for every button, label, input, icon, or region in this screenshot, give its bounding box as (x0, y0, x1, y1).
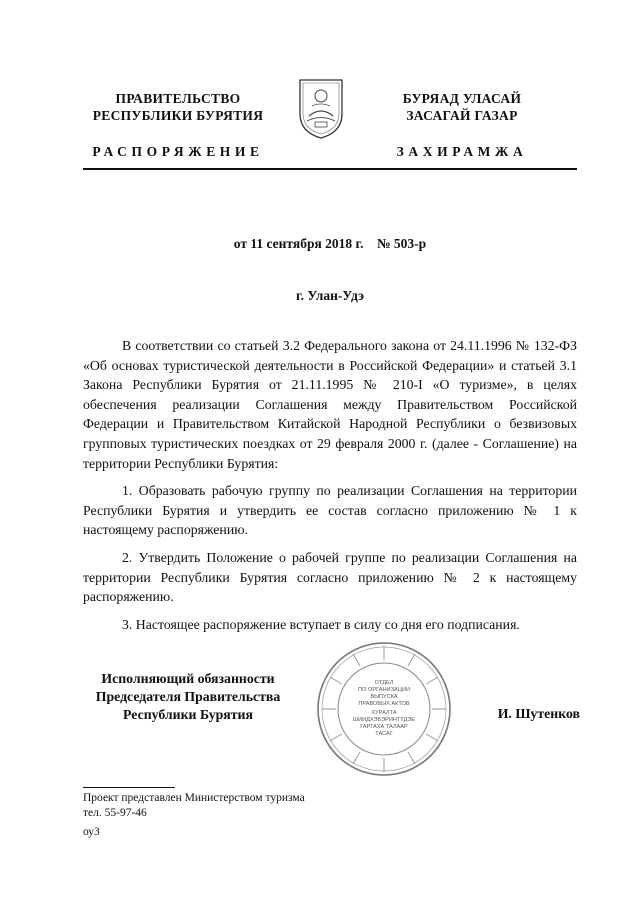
date-number: от 11 сентября 2018 г. № 503-р (233, 236, 427, 251)
footer-line2: тел. 55-97-46 (83, 807, 147, 819)
footer-note (83, 791, 403, 821)
footer-line1: Проект представлен Министерством туризма (83, 792, 305, 804)
left-org-line2: РЕСПУБЛИКИ БУРЯТИЯ (92, 108, 264, 123)
footer-divider (83, 787, 175, 788)
stamp-line-7: ГАРГАХА ТАЛААР (360, 724, 408, 730)
stamp-line-8: ТАСАГ (375, 731, 393, 737)
clause-3: 3. Настоящее распоряжение вступает в силу со дня его подписания. (122, 616, 520, 632)
stamp-line-2: ПО ОРГАНИЗАЦИИ (358, 687, 410, 693)
preamble-paragraph: В соответствии со статьей 3.2 Федерального закона от 24.11.1996 № 132-ФЗ «Об основах туристической деятельности в Российской Федерации» и статьей 3.1 Закона Республики Бурятия от 21.11.1995 № 210-I «О туризме», в целях обеспечения реализации Соглашения между Правительством Российской Федерации и Правительством Китайской Народной Республики о безвизовых групповых туристических поездках от 29 февраля 2000 г. (далее - Соглашение) на территории Республики Бурятия: (83, 338, 577, 471)
signatory-title (83, 670, 293, 724)
stamp-line-3: ВЫПУСКА (370, 694, 398, 700)
stamp-line-4: ПРАВОВЫХ АКТОВ (358, 701, 410, 707)
clause-1: 1. Образовать рабочую группу по реализации Соглашения на территории Республики Бурятия и утвердить ее состав согласно приложению № 1 к настоящему распоряжению. (83, 483, 577, 538)
stamp-line-1: ОТДЕЛ (374, 680, 394, 686)
stamp-line-6: ШИИДХЭБЭРИНТҮДЭЕ (352, 717, 416, 723)
left-org-line1: ПРАВИТЕЛЬСТВО (115, 91, 241, 106)
header-divider (83, 168, 577, 170)
left-org-name (78, 90, 278, 124)
right-org-line1: БУРЯАД УЛАСАЙ (402, 91, 522, 106)
coat-of-arms-icon (296, 76, 346, 140)
document-body (83, 336, 577, 642)
signatory-title-line2: Председателя Правительства (95, 689, 281, 704)
right-org-name (362, 90, 562, 124)
signatory-title-line3: Республики Бурятия (123, 707, 253, 722)
stamp-line-5: ХУРАЛТА (371, 710, 397, 716)
right-org-line2: ЗАСАГАЙ ГАЗАР (406, 108, 518, 123)
right-doc-type: ЗАХИРАМЖА (396, 144, 528, 159)
city: г. Улан-Удэ (296, 288, 364, 303)
footer-code: оу3 (83, 826, 100, 838)
clause-2: 2. Утвердить Положение о рабочей группе по реализации Соглашения на территории Республики Бурятия согласно приложению № 2 к настоящему распоряжению. (83, 549, 577, 605)
left-doc-type: РАСПОРЯЖЕНИЕ (92, 144, 264, 159)
signatory-name: И. Шутенков (497, 706, 580, 721)
signatory-title-line1: Исполняющий обязанности (101, 671, 275, 686)
official-seal-icon (315, 640, 453, 778)
